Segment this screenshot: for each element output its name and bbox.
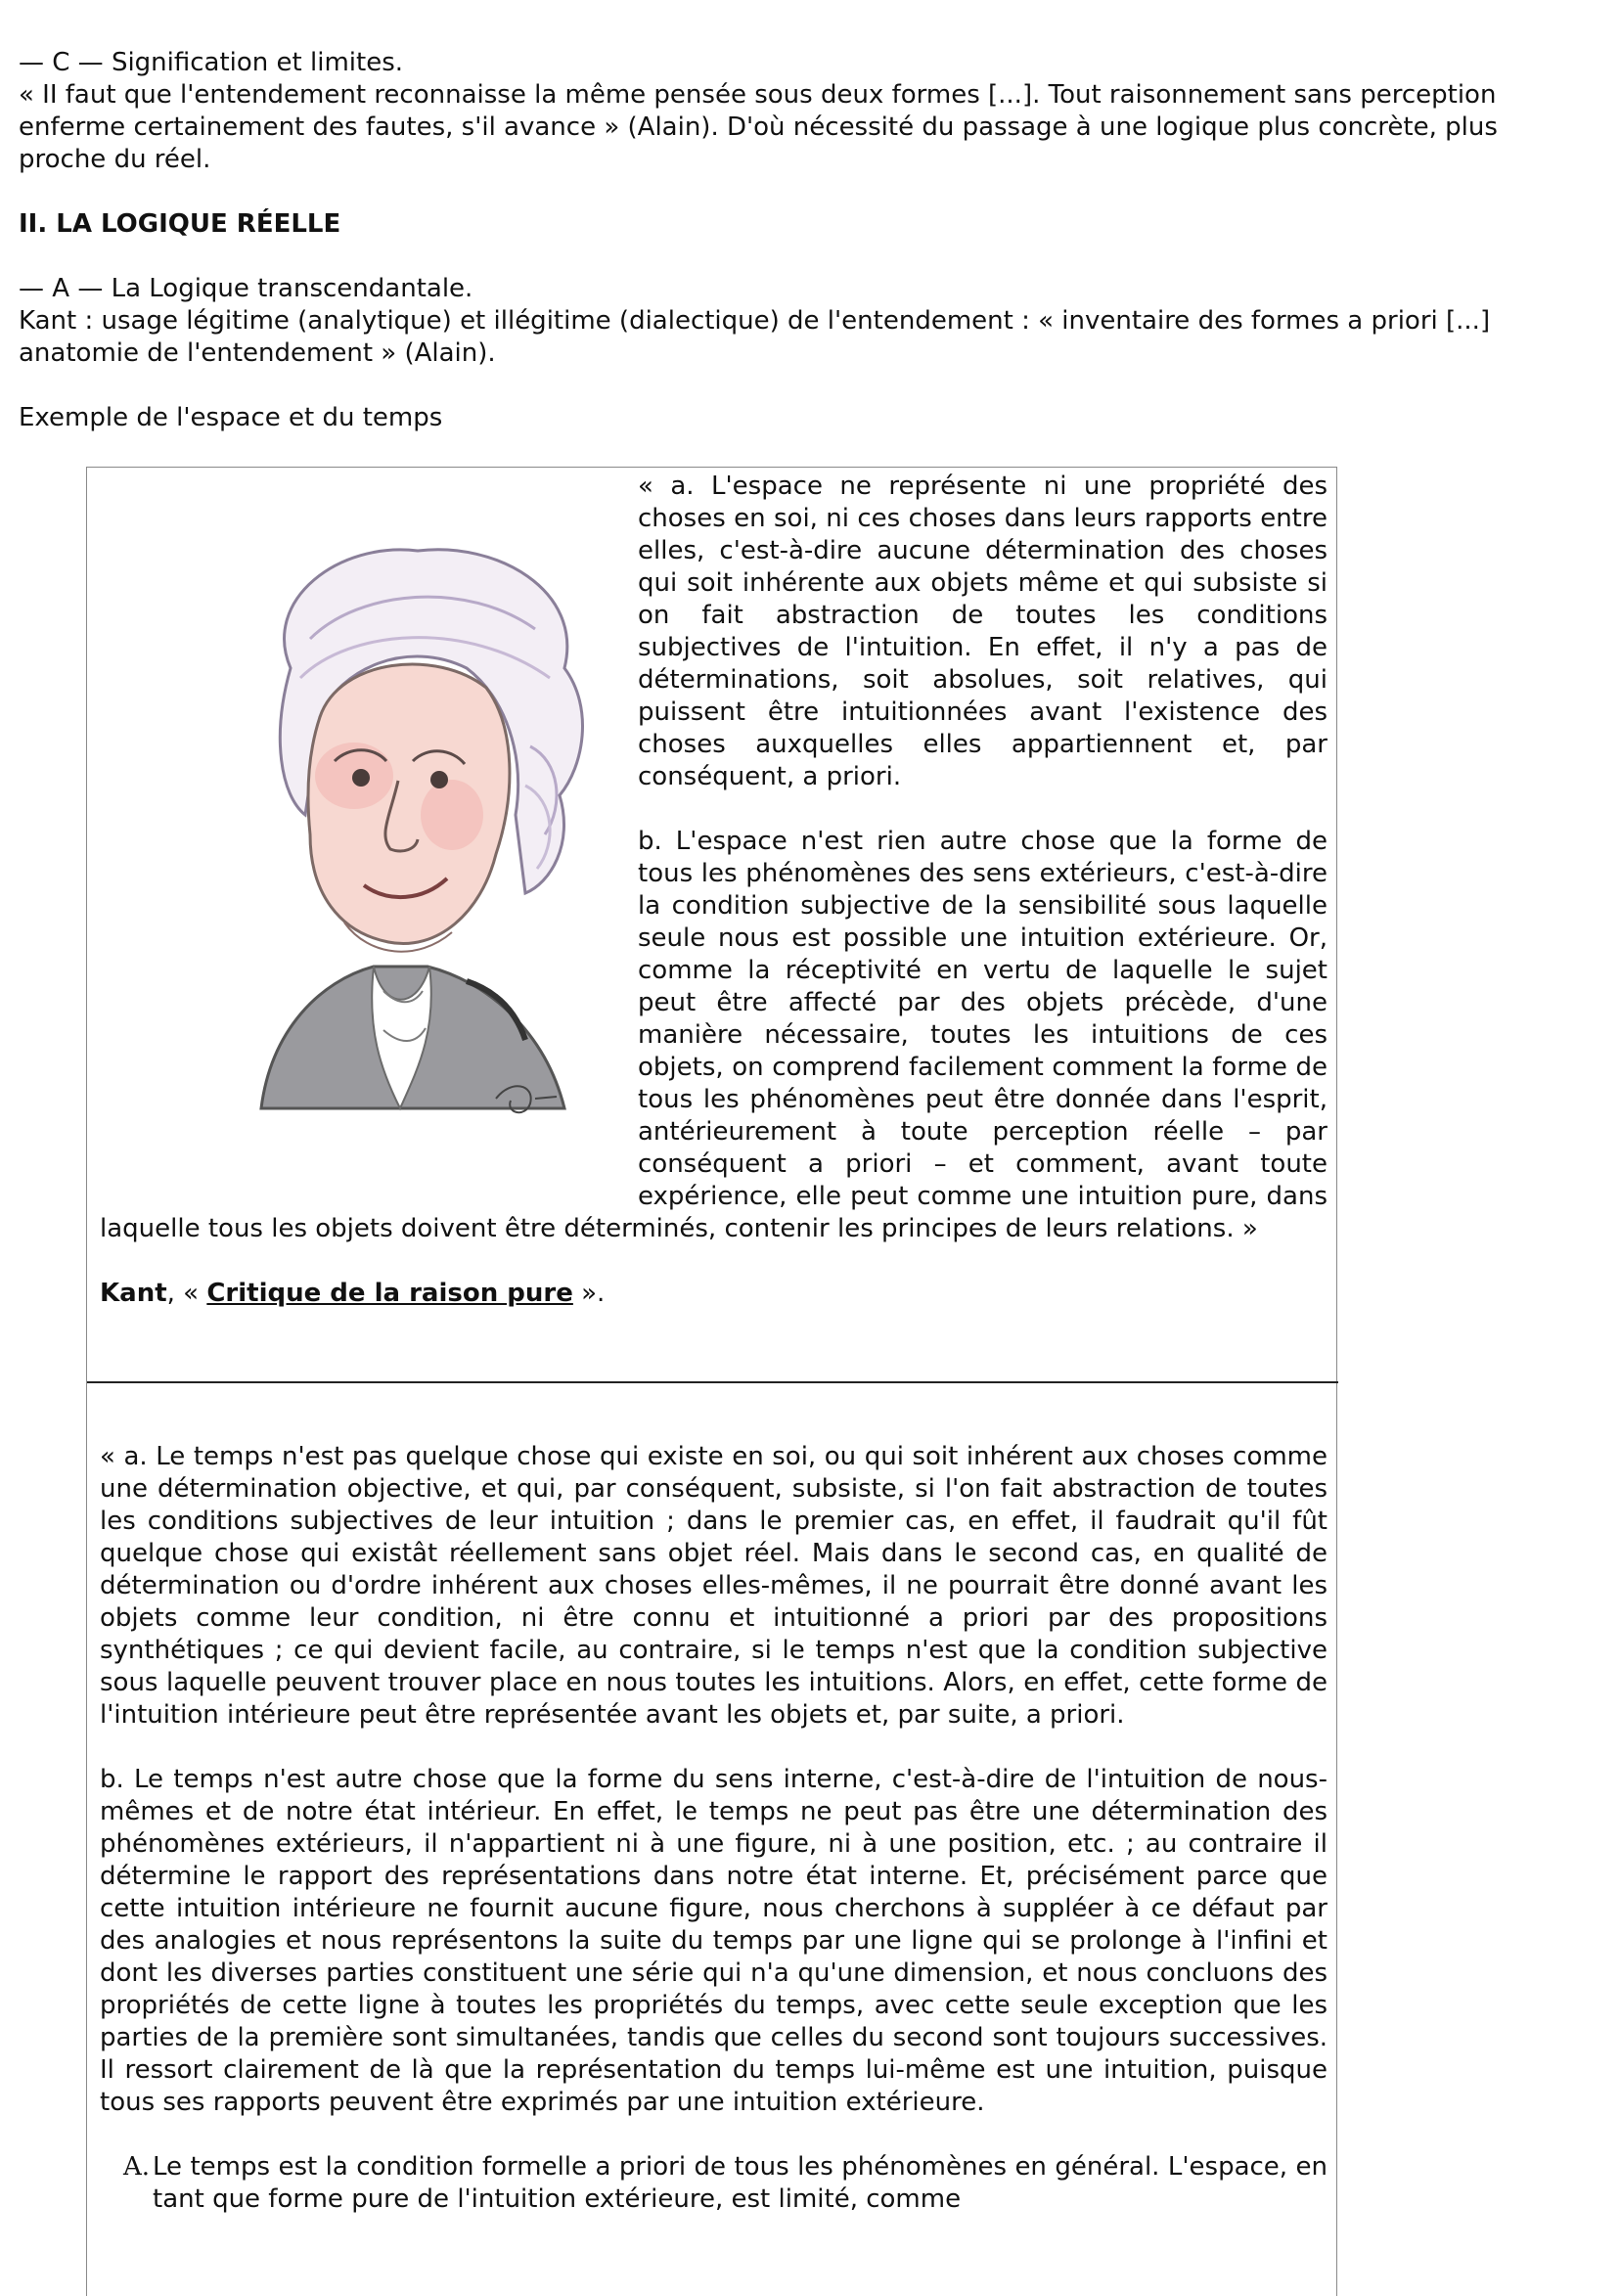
space-quote-citation [100,1278,1328,1310]
citation-author: Kant [100,1279,167,1308]
kant-summary-line-1: Kant : usage légitime (analytique) et illégitime (dialectique) de l'entendement : « inventaire des formes a priori [...] [19,306,1491,336]
section-title: II. LA LOGIQUE RÉELLE [19,209,341,239]
citation-open: , « [166,1279,207,1308]
time-quote-para-a: « a. Le temps n'est pas quelque chose qui existe en soi, ou qui soit inhérent aux choses comme une détermination objective, et qui, par conséquent, subsiste, si l'on fait abstraction de toutes les conditions subjectives de leur intuition ; dans le premier cas, en effet, il faudrait qu'il fût quelque chose qui existât réellement sans objet réel. Mais dans le second cas, en qualité de détermination ou d'ordre inhérent aux choses elles-mêmes, il ne pourrait être donné avant les objets comme leur condition, ni être connu et intuitionné a priori par des propositions synthétiques ; ce qui devient facile, au contraire, si le temps n'est que la condition subjective sous laquelle peuvent trouver place en nous toutes les intuitions. Alors, en effet, cette forme de l'intuition intérieure peut être représentée avant les objets et, par suite, a priori. [100,1442,1328,1730]
cell-divider [87,1381,1338,1383]
time-quote-para-b: b. Le temps n'est autre chose que la forme du sens interne, c'est-à-dire de l'intuition de nous-mêmes et de notre état intérieur. En effet, le temps ne peut pas être une détermination des phénomènes extérieurs, il n'appartient ni à une figure, ni à une position, etc. ; au contraire il détermine le rapport des représentations dans notre état interne. Et, précisément parce que cette intuition intérieure ne fournit aucune figure, nous cherchons à suppléer à ce défaut par des analogies et nous représentons la suite du temps par une ligne qui se prolonge à l'infini et dont les diverses parties constituent une série qui n'a qu'une dimension, et nous concluons des propriétés de cette ligne à toutes les propriétés du temps, avec cette seule exception que les parties de la première sont simultanées, tandis que celles du second sont toujours successives. Il ressort clairement de là que la représentation du temps lui-même est une intuition, puisque tous ses rapports peuvent être exprimés par une intuition extérieure. [100,1765,1328,2117]
space-quote-cell [100,468,1328,1381]
quote-table [86,467,1337,2296]
time-quote-cell [100,1441,1328,2216]
example-label: Exemple de l'espace et du temps [19,403,443,432]
time-quote-list-item [100,2151,1328,2216]
alain-quote-line-2: enferme certainement des fautes, s'il avance » (Alain). D'où nécessité du passage à une logique plus concrète, plus [19,113,1498,142]
kant-summary-line-2: anatomie de l'entendement » (Alain). [19,338,496,368]
space-quote-para-a: « a. L'espace ne représente ni une propriété des choses en soi, ni ces choses dans leurs rapports entre elles, c'est-à-dire aucune détermination des choses qui soit inhérente aux objets même et qui subsiste si on fait abstraction de toutes les conditions subjectives de l'intuition. En effet, il n'y a pas de déterminations, soit absolues, soit relatives, qui puissent être intuitionnées avant l'existence des choses auxquelles elles appartiennent et, par conséquent, a priori. [638,472,1328,791]
alain-quote-line-3: proche du réel. [19,145,211,174]
critique-link[interactable]: Critique de la raison pure [206,1279,573,1308]
list-item-marker: A. [123,2152,151,2182]
alain-quote-line-1: « II faut que l'entendement reconnaisse la même pensée sous deux formes [...]. Tout raisonnement sans perception [19,80,1497,110]
citation-close: ». [572,1279,606,1308]
document-body [19,47,1608,434]
list-item-text: Le temps est la condition formelle a priori de tous les phénomènes en général. L'espace, en tant que forme pure de l'intuition extérieure, est limité, comme [153,2152,1328,2214]
section-a-heading: — A — La Logique transcendantale. [19,274,473,303]
section-c-heading: — C — Signification et limites. [19,48,404,77]
space-quote-para-b: b. L'espace n'est rien autre chose que la forme de tous les phénomènes des sens extérieurs, c'est-à-dire la condition subjective de la sensibilité sous laquelle seule nous est possible une intuition extérieure. Or, comme la réceptivité en vertu de laquelle le sujet peut être affecté par des objets précède, d'une manière nécessaire, toutes les intuitions de ces objets, on comprend facilement comment la forme de tous les phénomènes peut être donnée dans l'esprit, antérieurement à toute perception réelle – par conséquent a priori – et comment, avant toute expérience, elle peut comme une intuition pure, dans laquelle tous les objets doivent être déterminés, contenir les principes de leurs relations. » [100,827,1328,1243]
space-quote-text [100,471,1328,1310]
